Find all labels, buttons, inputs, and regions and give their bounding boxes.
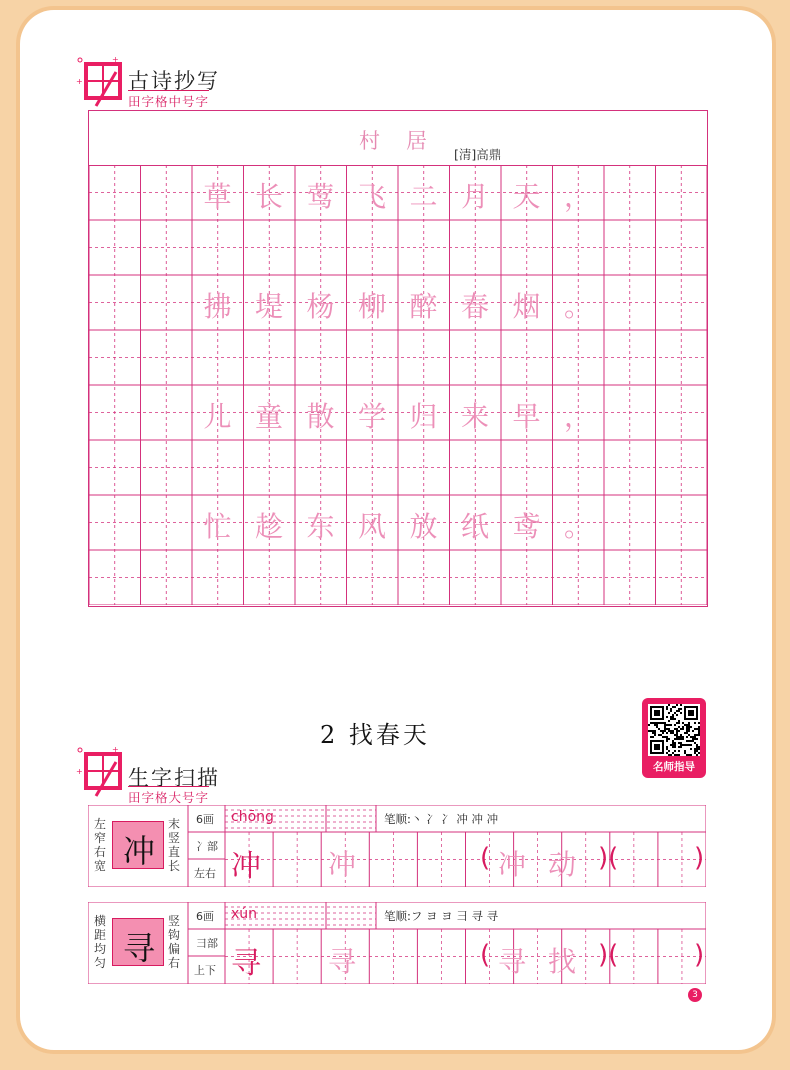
poem-title: 村居 [359,129,453,153]
poem-char: 。 [563,510,592,543]
poem-char: 。 [563,290,592,323]
page-number: 3 [688,988,702,1002]
close-paren: ) [694,940,705,970]
tianzige-icon [76,54,124,110]
pinyin: chōng [231,809,274,825]
trace-char: 寻 [328,945,357,978]
poem-char: 童 [254,400,283,433]
poem-char: 趁 [254,510,283,543]
poem-char: 拂 [203,290,232,323]
structure-type: 上下 [194,964,216,977]
stroke-count: 6画 [196,910,214,923]
trace-char: 冲 [328,848,357,881]
poem-char: 儿 [203,400,232,433]
svg-text:+: + [112,745,119,754]
lesson-title: 2 找春天 [320,721,430,749]
character-row [88,902,706,984]
workbook-page [20,10,772,1050]
poem-header [89,111,707,166]
paren-pair: )( [598,843,619,873]
poem-char: 学 [357,400,386,433]
character-row [88,805,706,887]
poem-char: 春 [460,290,489,323]
open-paren: ( [480,940,491,970]
poem-char: 归 [409,400,438,433]
poem-char: 早 [512,400,541,433]
practice-char: 寻 [231,946,261,981]
model-char: 寻 [122,929,155,967]
poem-char: 杨 [306,290,335,323]
stroke-order: 笔顺:丶 冫 冫 冲 冲 冲 [384,812,499,826]
poem-char: 忙 [203,510,232,543]
poem-char: 东 [306,510,335,543]
model-char-box [112,918,164,966]
structure-type: 左右 [194,867,216,880]
stroke-order: 笔顺:フ ヨ ヨ 彐 寻 寻 [384,909,499,923]
poem-char: 风 [357,510,386,543]
poem-char: 天 [512,180,541,213]
left-structure-tip: 横距均匀 [94,914,107,970]
poem-char: 纸 [460,510,489,543]
poem-char: 堤 [254,290,283,323]
open-paren: ( [480,843,491,873]
close-paren: ) [694,843,705,873]
model-char-box [112,821,164,869]
paren-pair: )( [598,940,619,970]
qr-label: 名师指导 [653,761,695,773]
tianzige-icon [76,744,124,800]
pinyin: xún [231,906,258,922]
poem-char: 莺 [306,180,335,213]
left-structure-tip: 左窄右宽 [94,817,107,873]
poem-section-subtitle: 田字格中号字 [128,90,209,110]
svg-text:+: + [112,55,119,64]
poem-char: 长 [254,180,283,213]
practice-char: 冲 [231,849,261,884]
poem-author: [清]高鼎 [454,147,502,162]
poem-char: 来 [460,400,489,433]
model-char: 冲 [122,832,155,870]
radical: 彐部 [196,937,218,950]
poem-char: 月 [460,180,489,213]
poem-char: ， [563,180,592,213]
poem-section-title: 古诗抄写 [128,69,220,93]
poem-char: 柳 [357,290,386,323]
svg-text:+: + [76,77,83,86]
word-char: 寻 [498,945,527,978]
poem-char: 放 [409,510,438,543]
qr-code-badge[interactable] [642,698,706,778]
poem-char: 草 [203,180,232,213]
poem-writing-grid [88,110,708,607]
poem-char: 散 [306,400,335,433]
word-char: 找 [548,945,577,978]
word-char: 动 [548,848,577,881]
right-structure-tip: 竖钩偏右 [168,914,181,970]
right-structure-tip: 末竖直长 [168,817,181,873]
word-char: 冲 [498,848,527,881]
svg-text:+: + [76,767,83,776]
stroke-count: 6画 [196,813,214,826]
radical: 冫部 [196,840,218,853]
poem-char: 鸢 [512,510,541,543]
poem-char: 二 [409,180,438,213]
poem-char: 醉 [409,290,438,323]
poem-char: 烟 [512,290,541,323]
char-section-subtitle: 田字格大号字 [128,786,209,806]
poem-char: ， [563,400,592,433]
char-section-title: 生字扫描 [128,766,220,790]
poem-char: 飞 [357,180,386,213]
qr-code-icon [648,704,700,756]
